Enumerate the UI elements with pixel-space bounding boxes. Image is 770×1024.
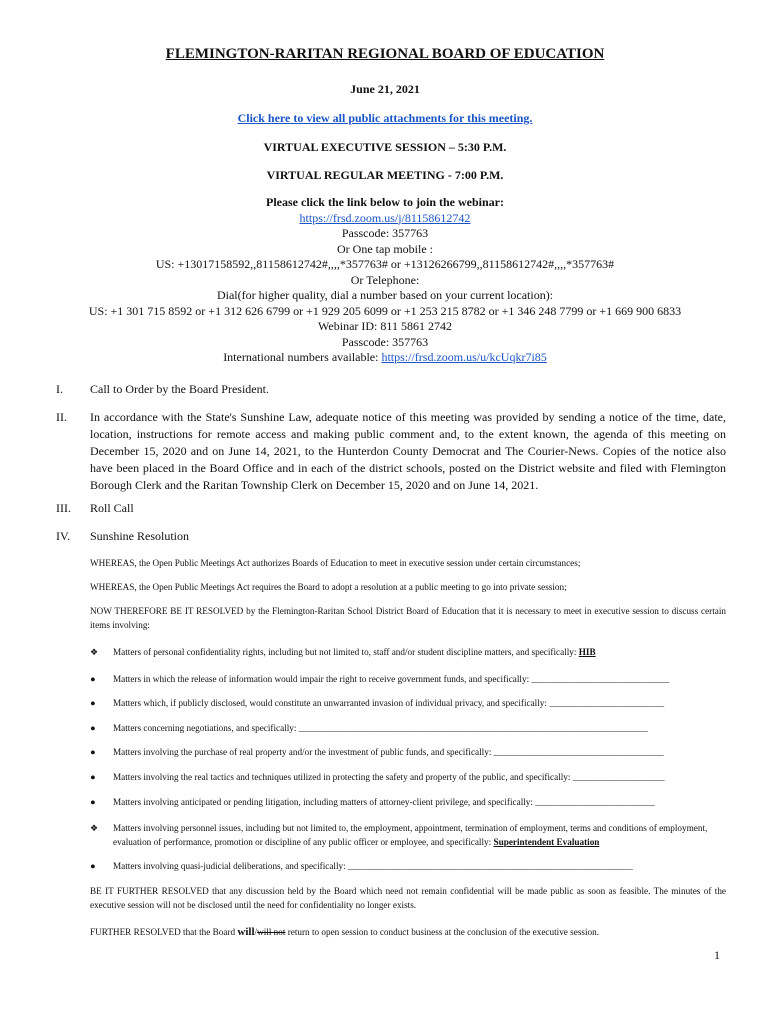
agenda-item-number: IV. <box>56 529 71 543</box>
passcode-line-2: Passcode: 357763 <box>341 334 429 349</box>
whereas-clause-1: WHEREAS, the Open Public Meetings Act authorizes Boards of Education to meet in executive session under certain circumstances; <box>90 558 581 568</box>
webinar-prompt: Please click the link below to join the webinar: <box>266 195 504 209</box>
dot-bullet-icon: ● <box>90 747 96 757</box>
us-phone-numbers: US: +1 301 715 8592 or +1 312 626 6799 or +1 929 205 6099 or +1 253 215 8782 or +1 346 248 7799 or +1 669 900 6833 <box>88 303 682 318</box>
agenda-item-text: Call to Order by the Board President. <box>90 382 269 396</box>
dial-instructions: Dial(for higher quality, dial a number based on your current location): <box>216 288 554 302</box>
agenda-item-number: III. <box>56 501 71 515</box>
agenda-item-text: Roll Call <box>90 501 134 515</box>
further-resolved-clause: BE IT FURTHER RESOLVED that any discussion held by the Board which need not remain confidential will be made public as soon as feasible. The minutes of the executive session will not be disclosed until the need for confidentiality no longer exists. <box>90 886 726 910</box>
return-to-open-session-clause: FURTHER RESOLVED that the Board will/will not return to open session to conduct business at the conclusion of the executive session. <box>90 926 600 938</box>
telephone-label: Or Telephone: <box>350 272 420 287</box>
page-number: 1 <box>714 948 720 962</box>
dot-bullet-icon: ● <box>90 861 96 871</box>
will-not-struck: will not <box>257 927 286 937</box>
document-page: FLEMINGTON-RARITAN REGIONAL BOARD OF EDUCATION June 21, 2021 Click here to view all public attachments for this meeting. VIRTUAL EXECUTIVE SESSION – 5:30 P.M. VIRTUAL REGULAR MEETING - 7:00 P.M. Please click the link below to join the webinar: https://frsd.zoom.us/j/81158612742 Passcode: 357763 Or One tap mobile : US: +13017158592,,81158612742#,,,,*357763# or +13126266799,,81158612742#,,,,*357763# Or Telephone: Dial(for higher quality, dial a number based on your current location): US: +1 301 715 8592 or +1 312 626 6799 or +1 929 205 6099 or +1 253 215 8782 or +1 346 248 7799 or +1 669 900 6833 Webinar ID: 811 5861 2742 Passcode: 357763 International numbers available: https://frsd.zoom.us/u/kcUqkr7i85 I. Call to Order by the Board President. II. In accordance with the State's Sunshine Law, adequate notice of this meeting was provided by sending a notice of the time, date, location, instructions for remote access and making public comment and, to the extent known, the agenda of this meeting on December 15, 2020 and on June 14, 2021, to the Hunterdon County Democrat and The Courier-News. Copies of the notice also have been placed in the Board Office and in each of the district schools, posted on the District website and filed with Flemington Borough Clerk and the Raritan Township Clerk on December 15, 2020 and on June 14, 2021. III. Roll Call IV. Sunshine Resolution WHEREAS, the Open Public Meetings Act authorizes Boards of Education to meet in executive session under certain circumstances; WHEREAS, the Open Public Meetings Act requires the Board to adopt a resolution at a public meeting to go into private session; NOW THEREFORE BE IT RESOLVED by the Flemington-Raritan School District Board of Education that it is necessary to meet in executive session to discuss certain items involving: ❖ Matters of personal confidentiality rights, including but not limited to, staff and/or student discipline matters, and specifically: HIB ● Matters in which the release of information would impair the right to receive government funds, and specifically: ______________________________ ● Matters which, if publicly disclosed, would constitute an unwarranted invasion of individual privacy, and specifically: _________________________ ● Matters concerning negotiations, and specifically: ____________________________________________________________________________ ● Matters involving the purchase of real property and/or the investment of public funds, and specifically: _____________________________________ ● Matters involving the real tactics and techniques utilized in protecting the safety and property of the public, and specifically: ____________________ ● Matters involving anticipated or pending litigation, including matters of attorney-client privilege, and specifically: __________________________ ❖ Matters involving personnel issues, including but not limited to, the employment, appointment, termination of employment, terms and conditions of employment, evaluation of performance, promotion or discipline of any public officer or employee, and specifically: Superintendent Evaluation ● Matters involving quasi-judicial deliberations, and specifically: ______________________________________________________________ BE IT FURTHER RESOLVED that any discussion held by the Board which need not remain confidential will be made public as soon as feasible. The minutes of the executive session will not be disclosed until the need for confidentiality no longer exists. FURTHER RESOLVED that the Board will/will not return to open session to conduct business at the conclusion of the executive session. 1 <box>0 0 770 1024</box>
will-choice: will <box>237 926 255 938</box>
emphasis-superintendent-evaluation: Superintendent Evaluation <box>493 836 600 847</box>
webinar-info <box>20 195 750 366</box>
diamond-bullet-icon: ❖ <box>90 647 99 657</box>
one-tap-numbers: US: +13017158592,,81158612742#,,,,*357763# or +13126266799,,81158612742#,,,,*357763# <box>155 257 615 271</box>
regular-meeting-heading: VIRTUAL REGULAR MEETING - 7:00 P.M. <box>266 168 504 182</box>
international-numbers-link[interactable]: https://frsd.zoom.us/u/kcUqkr7i85 <box>381 350 547 364</box>
agenda-item-text: In accordance with the State's Sunshine Law, adequate notice of this meeting was provided by sending a notice of the time, date, location, instructions for remote access and making public comment and, to the extent known, the agenda of this meeting on December 15, 2020 and on June 14, 2021, to the Hunterdon County Democrat and The Courier-News. Copies of the notice also have been placed in the Board Office and in each of the district schools, posted on the District website and filed with Flemington Borough Clerk and the Raritan Township Clerk on December 15, 2020 and on June 14, 2021. <box>90 410 726 492</box>
agenda-item-number: I. <box>56 382 63 396</box>
dot-bullet-icon: ● <box>90 797 96 807</box>
dot-bullet-icon: ● <box>90 698 96 708</box>
now-therefore-clause: NOW THEREFORE BE IT RESOLVED by the Flemington-Raritan School District Board of Education that it is necessary to meet in executive session to discuss certain items involving: <box>90 606 726 630</box>
executive-session-heading: VIRTUAL EXECUTIVE SESSION – 5:30 P.M. <box>263 140 507 154</box>
attachments-link[interactable]: Click here to view all public attachments for this meeting. <box>237 111 533 125</box>
dot-bullet-icon: ● <box>90 674 96 684</box>
dot-bullet-icon: ● <box>90 723 96 733</box>
agenda-item-number: II. <box>56 410 67 424</box>
diamond-bullet-icon: ❖ <box>90 823 99 833</box>
webinar-id: Webinar ID: 811 5861 2742 <box>318 319 452 333</box>
passcode-line: Passcode: 357763 <box>341 226 429 240</box>
dot-bullet-icon: ● <box>90 772 96 782</box>
webinar-link[interactable]: https://frsd.zoom.us/j/81158612742 <box>299 210 471 225</box>
whereas-clause-2: WHEREAS, the Open Public Meetings Act requires the Board to adopt a resolution at a public meeting to go into private session; <box>90 582 567 592</box>
international-numbers-line: International numbers available: https://frsd.zoom.us/u/kcUqkr7i85 <box>223 350 547 364</box>
one-tap-label: Or One tap mobile : <box>337 241 433 256</box>
emphasis-hib: HIB <box>578 647 596 657</box>
meeting-date: June 21, 2021 <box>350 82 420 96</box>
attachments-link-line <box>40 111 730 126</box>
document-title: FLEMINGTON-RARITAN REGIONAL BOARD OF EDUCATION <box>165 46 605 62</box>
agenda-item-text: Sunshine Resolution <box>90 529 190 543</box>
